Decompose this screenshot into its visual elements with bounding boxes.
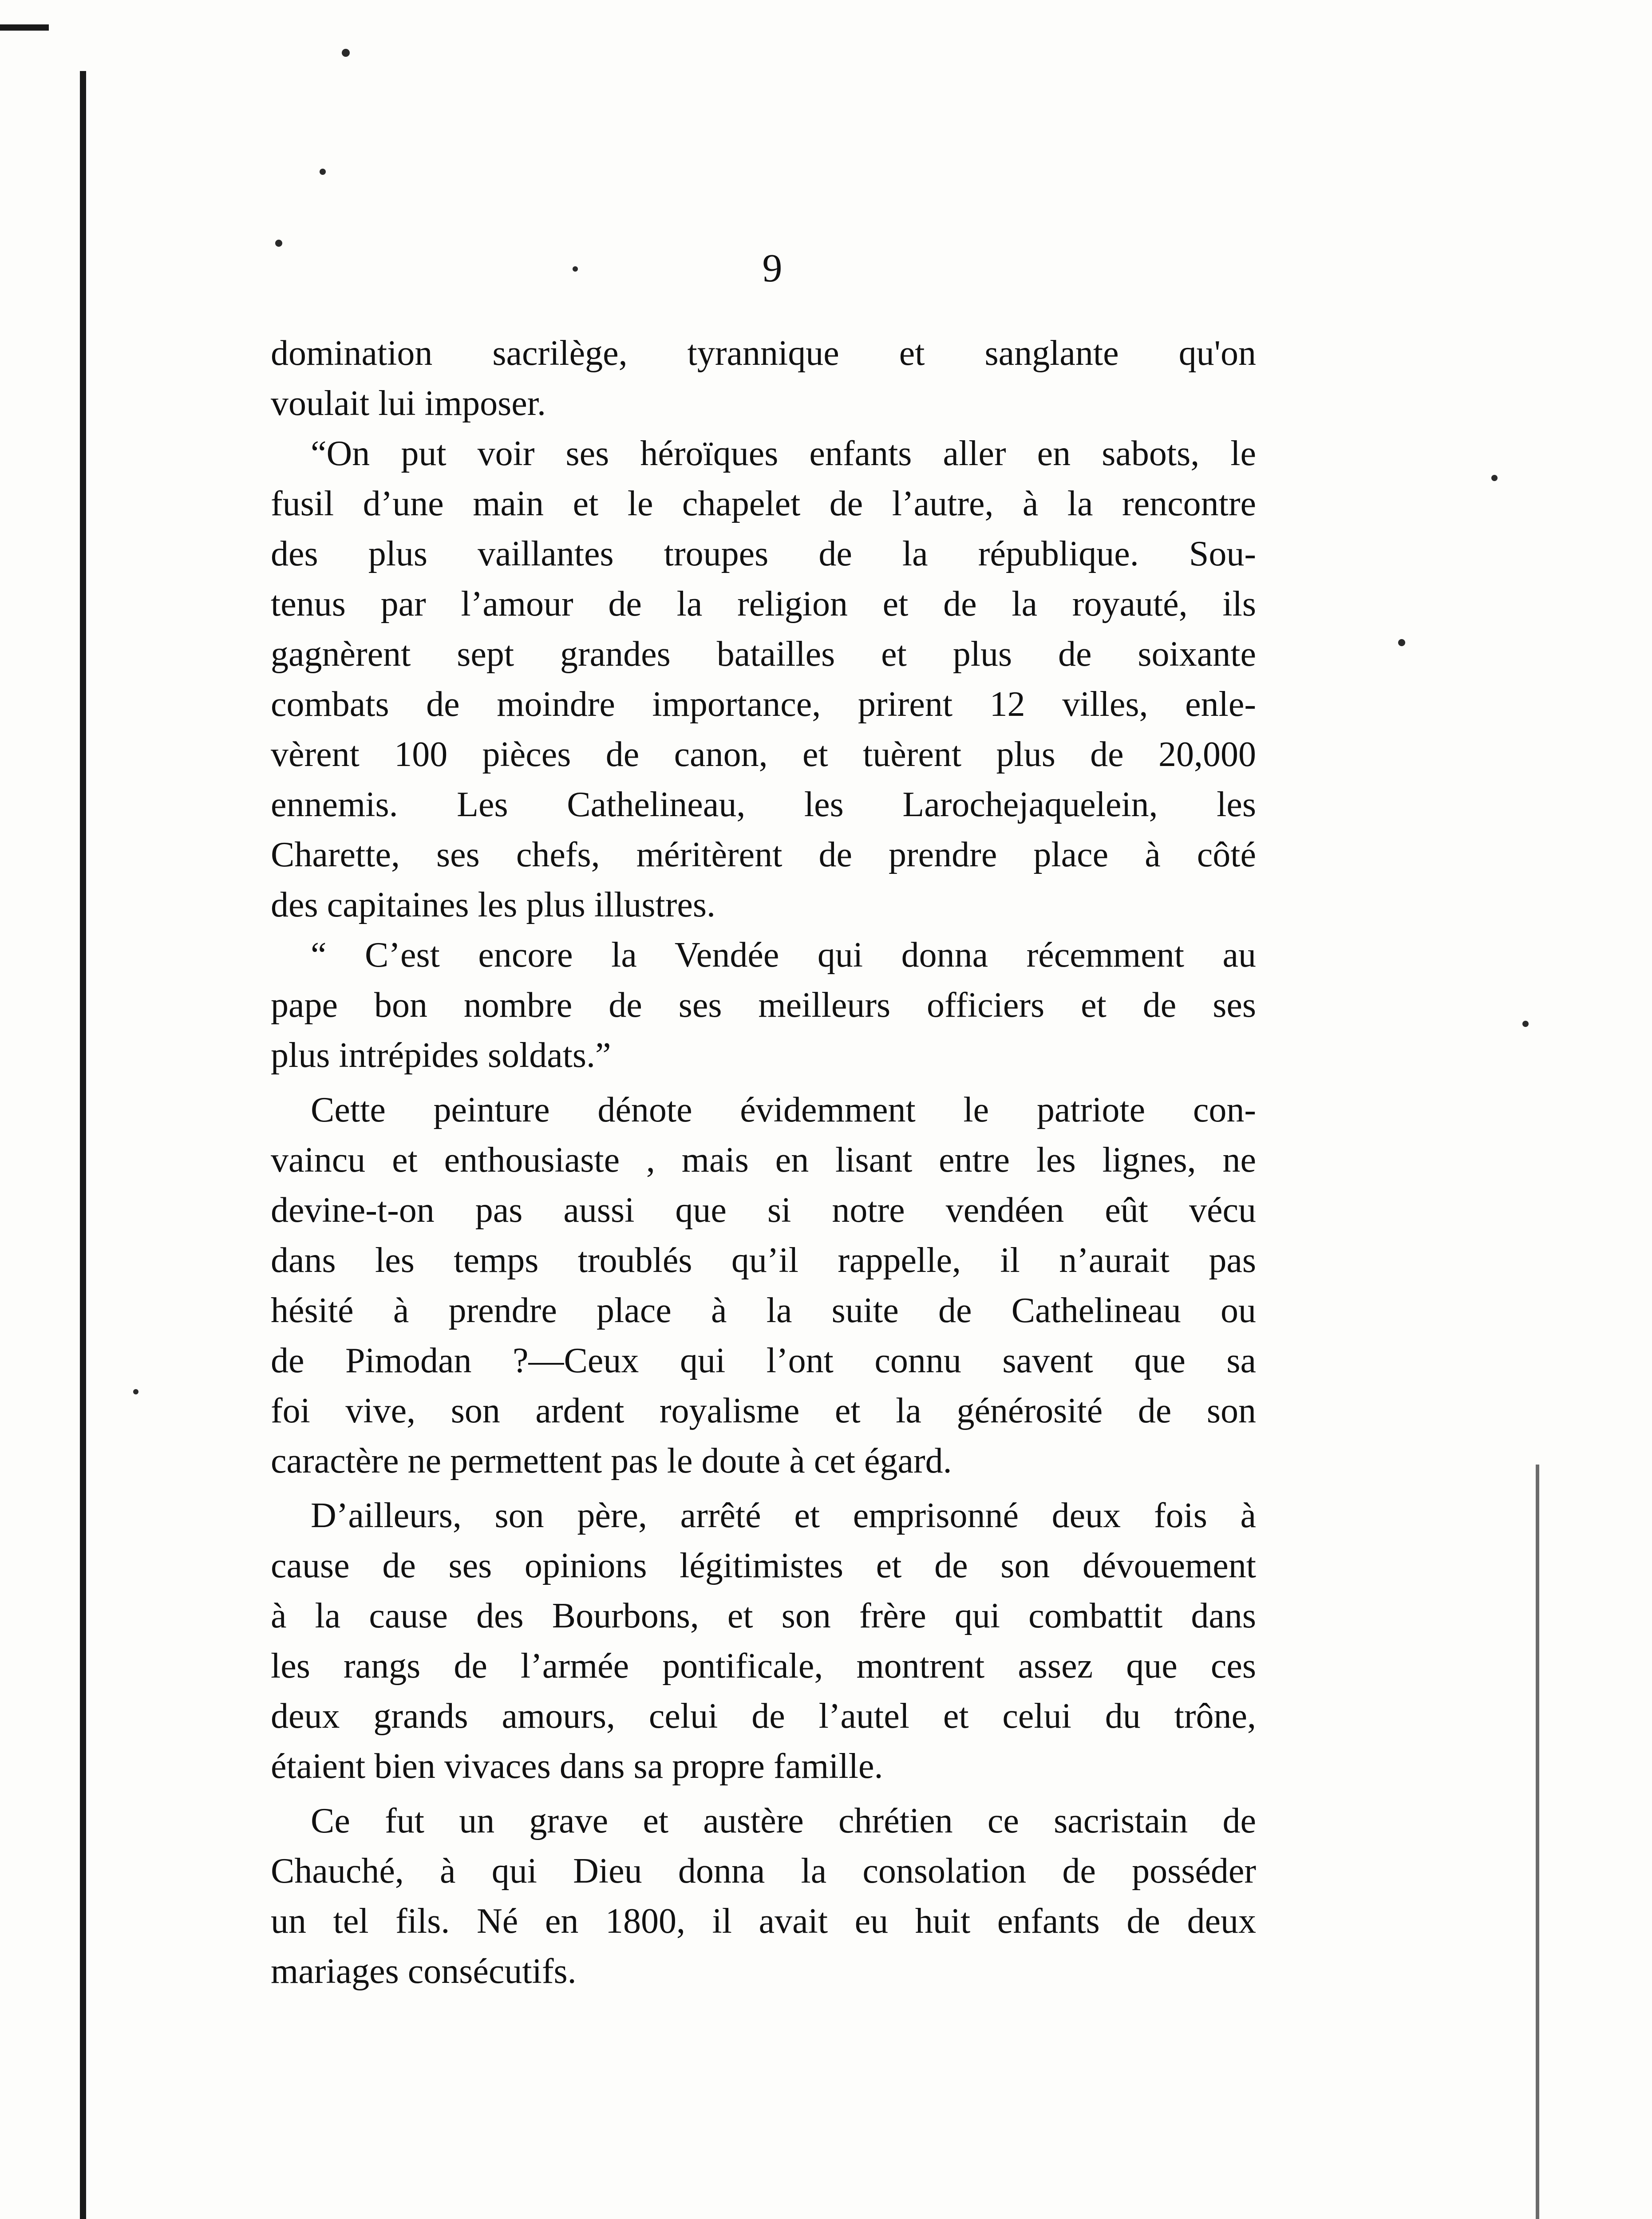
scan-speck bbox=[342, 49, 350, 57]
scan-artifact-left-edge bbox=[80, 71, 86, 2219]
text-line: Cette peinture dénote évidemment le patriote con- bbox=[311, 1090, 1256, 1129]
paragraph bbox=[271, 1491, 1256, 1792]
text-line: mariages consécutifs. bbox=[271, 1952, 577, 1991]
scan-speck bbox=[320, 169, 326, 175]
text-line: un tel fils. Né en 1800, il avait eu huit enfants de deux bbox=[271, 1902, 1256, 1941]
text-line: vaincu et enthousiaste , mais en lisant entre les lignes, ne bbox=[271, 1141, 1256, 1180]
text-line: foi vive, son ardent royalisme et la générosité de son bbox=[271, 1391, 1256, 1430]
text-line: Charette, ses chefs, méritèrent de prendre place à côté bbox=[271, 835, 1256, 874]
paragraph-gap bbox=[271, 1792, 1256, 1796]
scan-speck bbox=[275, 240, 282, 247]
text-line: voulait lui imposer. bbox=[271, 384, 546, 423]
text-line: hésité à prendre place à la suite de Cathelineau ou bbox=[271, 1291, 1256, 1330]
scan-speck bbox=[1398, 639, 1405, 646]
page-number: 9 bbox=[762, 246, 783, 290]
paragraph-gap bbox=[271, 1486, 1256, 1491]
text-line: gagnèrent sept grandes batailles et plus de soixante bbox=[271, 635, 1256, 674]
scan-artifact-top-mark bbox=[0, 24, 49, 31]
scan-speck bbox=[573, 266, 578, 272]
text-line: devine-t-on pas aussi que si notre vendéen eût vécu bbox=[271, 1191, 1256, 1230]
text-line: les rangs de l’armée pontificale, montrent assez que ces bbox=[271, 1646, 1256, 1686]
text-line: de Pimodan ?—Ceux qui l’ont connu savent que sa bbox=[271, 1341, 1256, 1380]
scan-speck bbox=[133, 1389, 138, 1394]
body-text bbox=[271, 328, 1256, 1997]
text-line: des plus vaillantes troupes de la république. Sou- bbox=[271, 534, 1256, 573]
text-line: dans les temps troublés qu’il rappelle, il n’aurait pas bbox=[271, 1241, 1256, 1280]
paragraph bbox=[271, 328, 1256, 429]
text-line: vèrent 100 pièces de canon, et tuèrent plus de 20,000 bbox=[271, 735, 1256, 774]
paragraph bbox=[271, 1085, 1256, 1486]
text-line: caractère ne permettent pas le doute à cet égard. bbox=[271, 1441, 952, 1481]
text-line: Chauché, à qui Dieu donna la consolation de posséder bbox=[271, 1852, 1256, 1891]
text-line: étaient bien vivaces dans sa propre famille. bbox=[271, 1747, 883, 1786]
text-line: Ce fut un grave et austère chrétien ce sacristain de bbox=[311, 1801, 1256, 1840]
text-line: tenus par l’amour de la religion et de la royauté, ils bbox=[271, 584, 1256, 624]
text-line: “ C’est encore la Vendée qui donna récemment au bbox=[311, 936, 1256, 975]
text-line: combats de moindre importance, prirent 12 villes, enle- bbox=[271, 685, 1256, 724]
scan-artifact-right-edge bbox=[1536, 1465, 1539, 2219]
text-line: ennemis. Les Cathelineau, les Larochejaquelein, les bbox=[271, 785, 1256, 824]
paragraph bbox=[271, 429, 1256, 930]
text-line: pape bon nombre de ses meilleurs officiers et de ses bbox=[271, 986, 1256, 1025]
paragraph-gap bbox=[271, 1081, 1256, 1085]
text-line: D’ailleurs, son père, arrêté et emprisonné deux fois à bbox=[311, 1496, 1256, 1535]
scan-speck bbox=[1491, 475, 1498, 481]
scan-speck bbox=[1522, 1021, 1529, 1027]
text-line: “On put voir ses héroïques enfants aller en sabots, le bbox=[311, 434, 1256, 473]
text-line: des capitaines les plus illustres. bbox=[271, 885, 716, 924]
paragraph bbox=[271, 930, 1256, 1081]
text-line: plus intrépides soldats.” bbox=[271, 1036, 611, 1075]
text-line: cause de ses opinions légitimistes et de son dévouement bbox=[271, 1546, 1256, 1585]
paragraph bbox=[271, 1796, 1256, 1997]
text-line: à la cause des Bourbons, et son frère qui combattit dans bbox=[271, 1596, 1256, 1635]
text-line: domination sacrilège, tyrannique et sanglante qu'on bbox=[271, 334, 1256, 373]
text-line: deux grands amours, celui de l’autel et celui du trône, bbox=[271, 1697, 1256, 1736]
text-line: fusil d’une main et le chapelet de l’autre, à la rencontre bbox=[271, 484, 1256, 523]
